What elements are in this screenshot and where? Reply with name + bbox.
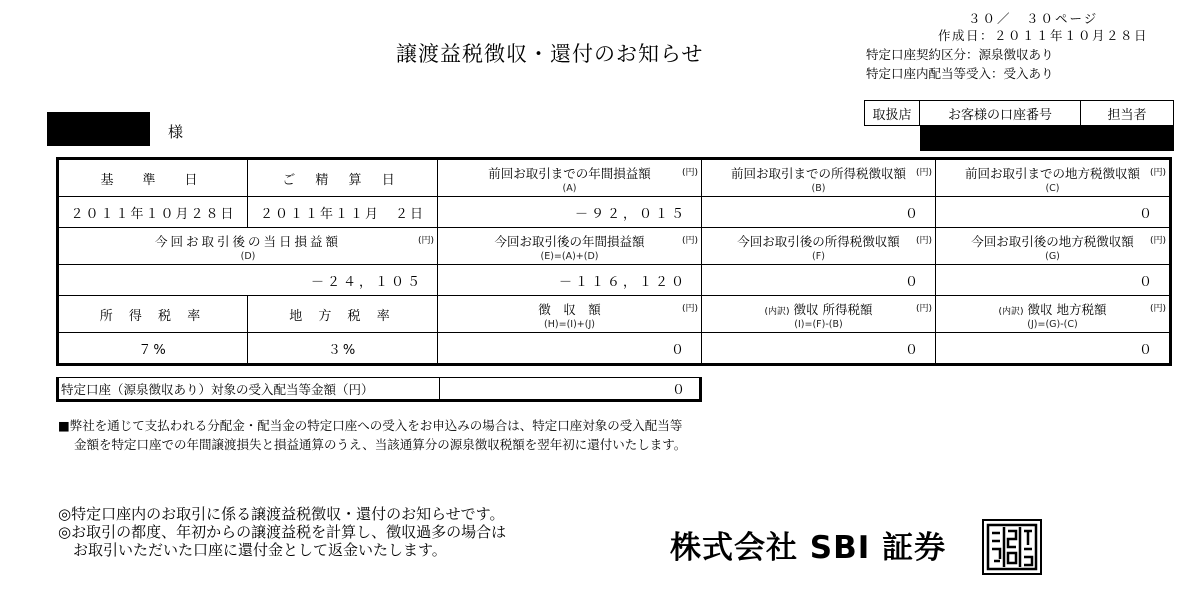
today-pl-value: －２４，１０５ bbox=[58, 265, 438, 296]
footer-line-2: ◎お取引の都度、年初からの譲渡益税を計算し、徴収過多の場合は bbox=[58, 523, 507, 541]
prev-income-tax-header: 前回お取引までの所得税徴収額 (B) (円) bbox=[702, 159, 936, 197]
company-name: 株式会社 SBI 証券 bbox=[670, 530, 947, 566]
company-seal-icon bbox=[982, 519, 1042, 575]
redacted-account-number bbox=[920, 126, 1081, 152]
prev-local-tax-header: 前回お取引までの地方税徴収額 (C) (円) bbox=[936, 159, 1171, 197]
branch-label: 取扱店 bbox=[865, 101, 920, 126]
account-number-label: お客様の口座番号 bbox=[920, 101, 1081, 126]
redacted-customer-name bbox=[47, 112, 150, 146]
income-tax-rate-value: ７% bbox=[58, 333, 248, 365]
base-date-label: 基 準 日 bbox=[58, 159, 248, 197]
breakdown-income-value: ０ bbox=[702, 333, 936, 365]
local-tax-rate-label: 地 方 税 率 bbox=[248, 296, 438, 333]
document-title: 譲渡益税徴収・還付のお知らせ bbox=[396, 42, 704, 66]
branch-table bbox=[864, 100, 1174, 151]
special-dividend-value: ０ bbox=[440, 378, 701, 401]
honorific: 様 bbox=[168, 123, 184, 141]
special-dividend-label: 特定口座（源泉徴収あり）対象の受入配当等金額（円） bbox=[58, 378, 440, 401]
breakdown-local-header: (内訳) 徴収 地方税額 (J)=(G)-(C) (円) bbox=[936, 296, 1171, 333]
today-pl-header: 今回お取引後の当日損益額 (D) (円) bbox=[58, 228, 438, 265]
footer-line-3: お取引いただいた口座に還付金として返金いたします。 bbox=[58, 541, 447, 559]
settlement-date-value: ２０１１年１１月 ２日 bbox=[248, 197, 438, 228]
cur-income-tax-header: 今回お取引後の所得税徴収額 (F) (円) bbox=[702, 228, 936, 265]
dividend-receipt: 特定口座内配当等受入：受入あり bbox=[866, 66, 1054, 81]
breakdown-income-header: (内訳) 徴収 所得税額 (I)=(F)-(B) (円) bbox=[702, 296, 936, 333]
note-line-1: ■弊社を通じて支払われる分配金・配当金の特定口座への受入をお申込みの場合は、特定口座対象の受入配当等 bbox=[58, 418, 683, 433]
prev-annual-pl-value: －９２，０１５ bbox=[438, 197, 702, 228]
prev-annual-pl-header: 前回お取引までの年間損益額 (A) (円) bbox=[438, 159, 702, 197]
page-number: ３０／ ３０ページ bbox=[968, 11, 1099, 26]
created-date: 作成日：２０１１年１０月２８日 bbox=[938, 28, 1149, 43]
cur-annual-pl-header: 今回お取引後の年間損益額 (E)=(A)+(D) (円) bbox=[438, 228, 702, 265]
redacted-staff bbox=[1081, 126, 1174, 152]
staff-label: 担当者 bbox=[1081, 101, 1174, 126]
collection-header: 徴 収 額 (H)=(I)+(J) (円) bbox=[438, 296, 702, 333]
note-line-2: 金額を特定口座での年間譲渡損失と損益通算のうえ、当該通算分の源泉徴収税額を翌年初に還付いたします。 bbox=[74, 437, 687, 452]
base-date-value: ２０１１年１０月２８日 bbox=[58, 197, 248, 228]
footer-line-1: ◎特定口座内のお取引に係る譲渡益税徴収・還付のお知らせです。 bbox=[58, 505, 505, 523]
cur-local-tax-value: ０ bbox=[936, 265, 1171, 296]
collection-value: ０ bbox=[438, 333, 702, 365]
cur-annual-pl-value: －１１６，１２０ bbox=[438, 265, 702, 296]
cur-local-tax-header: 今回お取引後の地方税徴収額 (G) (円) bbox=[936, 228, 1171, 265]
tax-table bbox=[56, 157, 1172, 366]
breakdown-local-value: ０ bbox=[936, 333, 1171, 365]
prev-local-tax-value: ０ bbox=[936, 197, 1171, 228]
account-type: 特定口座契約区分：源泉徴収あり bbox=[866, 47, 1054, 62]
special-dividend-row bbox=[56, 377, 702, 402]
local-tax-rate-value: ３% bbox=[248, 333, 438, 365]
settlement-date-label: ご 精 算 日 bbox=[248, 159, 438, 197]
prev-income-tax-value: ０ bbox=[702, 197, 936, 228]
cur-income-tax-value: ０ bbox=[702, 265, 936, 296]
income-tax-rate-label: 所 得 税 率 bbox=[58, 296, 248, 333]
